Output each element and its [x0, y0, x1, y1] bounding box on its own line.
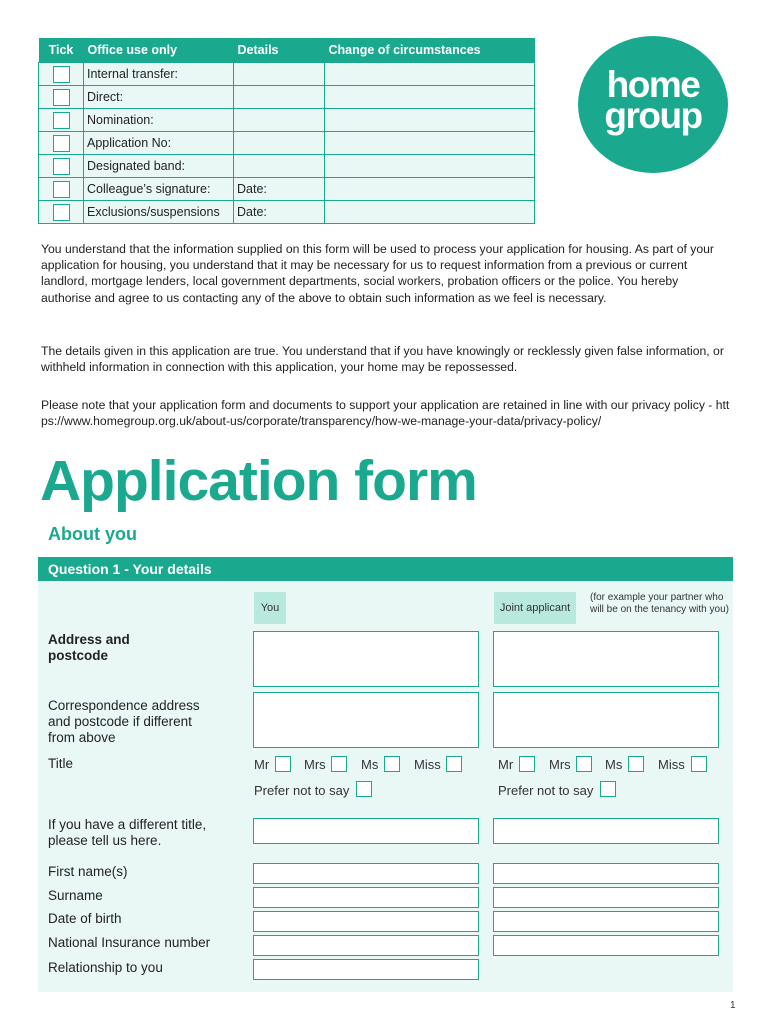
office-row-change[interactable] — [325, 201, 535, 224]
label-relationship: Relationship to you — [48, 960, 163, 975]
table-row — [39, 86, 535, 109]
column-you-label: You — [254, 592, 286, 624]
label-different-title: If you have a different title, please tell us here. — [48, 817, 207, 848]
you-address-input[interactable] — [253, 631, 479, 687]
office-row-details[interactable] — [234, 132, 325, 155]
office-row-label: Designated band: — [84, 155, 234, 178]
joint-note: (for example your partner who will be on the tenancy with you) — [590, 592, 729, 615]
office-row-label: Exclusions/suspensions — [84, 201, 234, 224]
table-row — [39, 132, 535, 155]
office-row-change[interactable] — [325, 178, 535, 201]
tick-checkbox[interactable] — [53, 89, 70, 106]
joint-surname-input[interactable] — [493, 887, 719, 908]
joint-first-names-input[interactable] — [493, 863, 719, 884]
you-title-ms-checkbox[interactable] — [384, 756, 400, 772]
office-table-header — [39, 38, 535, 63]
joint-title-mr-label: Mr — [498, 757, 514, 772]
you-prefer-not-label: Prefer not to say — [254, 783, 350, 798]
joint-title-miss-label: Miss — [658, 757, 685, 772]
office-row-label: Nomination: — [84, 109, 234, 132]
office-row-change[interactable] — [325, 63, 535, 86]
logo-text-home: home — [606, 64, 700, 105]
home-group-logo — [578, 36, 728, 173]
tick-checkbox[interactable] — [53, 135, 70, 152]
label-dob: Date of birth — [48, 911, 122, 926]
joint-correspondence-input[interactable] — [493, 692, 719, 748]
office-row-details[interactable] — [234, 63, 325, 86]
you-title-mrs-label: Mrs — [304, 757, 326, 772]
tick-checkbox[interactable] — [53, 204, 70, 221]
joint-prefer-not-checkbox[interactable] — [600, 781, 616, 797]
question-header: Question 1 - Your details — [38, 557, 733, 581]
you-dob-input[interactable] — [253, 911, 479, 932]
you-title-mrs-checkbox[interactable] — [331, 756, 347, 772]
you-surname-input[interactable] — [253, 887, 479, 908]
joint-title-mrs-checkbox[interactable] — [576, 756, 592, 772]
table-row — [39, 109, 535, 132]
table-row — [39, 155, 535, 178]
header-details: Details — [234, 38, 325, 63]
label-ni: National Insurance number — [48, 935, 211, 950]
office-use-table — [38, 38, 535, 224]
header-tick: Tick — [39, 38, 84, 63]
label-first-names: First name(s) — [48, 864, 128, 879]
office-row-details[interactable]: Date: — [234, 201, 325, 224]
office-row-label: Application No: — [84, 132, 234, 155]
label-surname: Surname — [48, 888, 103, 903]
office-row-details[interactable] — [234, 155, 325, 178]
joint-title-mr-checkbox[interactable] — [519, 756, 535, 772]
joint-address-input[interactable] — [493, 631, 719, 687]
tick-checkbox[interactable] — [53, 112, 70, 129]
joint-title-mrs-label: Mrs — [549, 757, 571, 772]
office-row-details[interactable]: Date: — [234, 178, 325, 201]
you-title-mr-label: Mr — [254, 757, 270, 772]
tick-checkbox[interactable] — [53, 181, 70, 198]
table-row — [39, 63, 535, 86]
label-title: Title — [48, 756, 74, 771]
table-row — [39, 201, 535, 224]
logo-text-group: group — [604, 95, 702, 136]
page-title: Application form — [40, 449, 477, 513]
joint-other-title-input[interactable] — [493, 818, 719, 844]
office-row-details[interactable] — [234, 86, 325, 109]
joint-title-ms-label: Ms — [605, 757, 623, 772]
section-title: About you — [48, 524, 137, 544]
you-title-ms-label: Ms — [361, 757, 379, 772]
privacy-paragraph: Please note that your application form and documents to support your application are retained in line with our privacy policy - https://www.homegroup.org.uk/about-us/corporate/transparency/how-we-manage-your-data/privacy-policy/ — [41, 398, 730, 429]
page-number: 1 — [730, 1000, 736, 1011]
you-relationship-input[interactable] — [253, 959, 479, 980]
header-office-use: Office use only — [84, 38, 234, 63]
joint-dob-input[interactable] — [493, 911, 719, 932]
you-first-names-input[interactable] — [253, 863, 479, 884]
joint-ni-input[interactable] — [493, 935, 719, 956]
you-ni-input[interactable] — [253, 935, 479, 956]
tick-checkbox[interactable] — [53, 66, 70, 83]
header-change: Change of circumstances — [325, 38, 535, 63]
declaration-paragraph: The details given in this application are true. You understand that if you have knowingly or recklessly given false information, or withheld information in connection with this application, your home may be repossessed. — [41, 344, 724, 375]
joint-title-miss-checkbox[interactable] — [691, 756, 707, 772]
you-correspondence-input[interactable] — [253, 692, 479, 748]
joint-prefer-not-label: Prefer not to say — [498, 783, 594, 798]
office-row-label: Colleague’s signature: — [84, 178, 234, 201]
office-row-label: Direct: — [84, 86, 234, 109]
office-row-details[interactable] — [234, 109, 325, 132]
you-prefer-not-checkbox[interactable] — [356, 781, 372, 797]
table-row — [39, 178, 535, 201]
label-correspondence: Correspondence address and postcode if different from above — [48, 698, 200, 745]
you-title-mr-checkbox[interactable] — [275, 756, 291, 772]
you-other-title-input[interactable] — [253, 818, 479, 844]
joint-title-ms-checkbox[interactable] — [628, 756, 644, 772]
office-row-change[interactable] — [325, 109, 535, 132]
you-title-miss-checkbox[interactable] — [446, 756, 462, 772]
office-row-change[interactable] — [325, 86, 535, 109]
office-row-change[interactable] — [325, 132, 535, 155]
tick-checkbox[interactable] — [53, 158, 70, 175]
column-joint-label: Joint applicant — [494, 592, 576, 624]
consent-paragraph: You understand that the information supplied on this form will be used to process your application for housing. As part of your application for housing, you understand that it may be necessary for us to request information from a previous or current landlord, mortgage lenders, local government departments, social workers, probation officers or the police. You hereby authorise and agree to us contacting any of the above to obtain such information as we feel is necessary. — [41, 242, 714, 305]
you-title-miss-label: Miss — [414, 757, 441, 772]
label-address: Address and postcode — [48, 632, 130, 663]
office-row-change[interactable] — [325, 155, 535, 178]
office-row-label: Internal transfer: — [84, 63, 234, 86]
